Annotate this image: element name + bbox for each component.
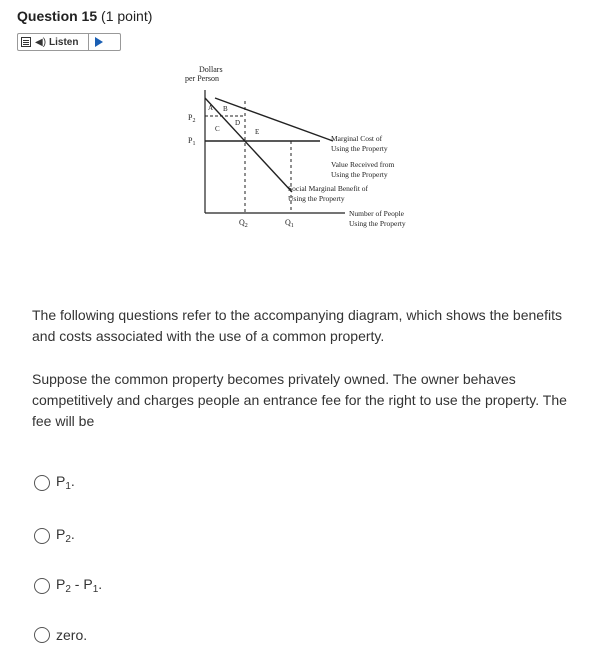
value-received-curve (215, 98, 333, 141)
common-property-diagram (175, 60, 435, 240)
option-label: $P_2$. (56, 526, 75, 545)
x-axis-label-line1: Number of People (349, 209, 404, 218)
divider (88, 34, 89, 50)
mc-label-line1: Marginal Cost of (331, 134, 383, 143)
region-b-label: B (223, 105, 228, 113)
q2-label: $Q_2$ (239, 218, 248, 229)
y-axis-label-line2: per Person (185, 74, 219, 83)
smb-label-line1: Social Marginal Benefit of (288, 184, 369, 193)
option-label: zero. (56, 627, 88, 643)
x-axis-label-line2: Using the Property (349, 219, 406, 228)
p1-label: $P_1$ (188, 136, 196, 147)
listen-label: Listen (49, 36, 79, 48)
option-radio[interactable] (34, 627, 50, 643)
vr-label-line2: Using the Property (331, 170, 388, 179)
option-radio[interactable] (34, 578, 50, 594)
menu-icon[interactable] (21, 37, 31, 47)
option-label: $P_2 - P_1$. (56, 576, 103, 595)
listen-button[interactable] (17, 33, 121, 51)
y-axis-label-line1: Dollars (199, 65, 223, 74)
region-e-label: E (255, 128, 260, 136)
mc-label-line2: Using the Property (331, 144, 388, 153)
option-label: $P_1$. (56, 473, 75, 492)
question-context: The following questions refer to the accompanying diagram, which shows the benefits and costs associated with the use of a common property. (32, 307, 562, 344)
p2-label: $P_2$ (188, 113, 196, 124)
social-marginal-benefit-curve (205, 98, 292, 192)
question-number: Question 15 (17, 8, 98, 24)
option-p2-minus-p1[interactable] (34, 576, 102, 595)
question-title (17, 8, 152, 24)
question-points: (1 point) (101, 8, 153, 24)
option-radio[interactable] (34, 475, 50, 491)
region-d-label: D (235, 119, 241, 127)
question-prompt: Suppose the common property becomes privately owned. The owner behaves competitively and charges people an entrance fee for the right to use the property. The fee will be (32, 371, 567, 429)
region-c-label: C (215, 125, 220, 133)
speaker-icon: ◀) (35, 36, 47, 48)
option-p2[interactable] (34, 526, 75, 545)
region-a-label: A (208, 104, 214, 112)
vr-label-line1: Value Received from (331, 160, 395, 169)
option-p1[interactable] (34, 473, 75, 492)
play-icon[interactable] (95, 37, 103, 47)
option-radio[interactable] (34, 528, 50, 544)
smb-label-line2: Using the Property (288, 194, 345, 203)
option-zero[interactable] (34, 627, 87, 643)
q1-label: $Q_1$ (285, 218, 294, 229)
